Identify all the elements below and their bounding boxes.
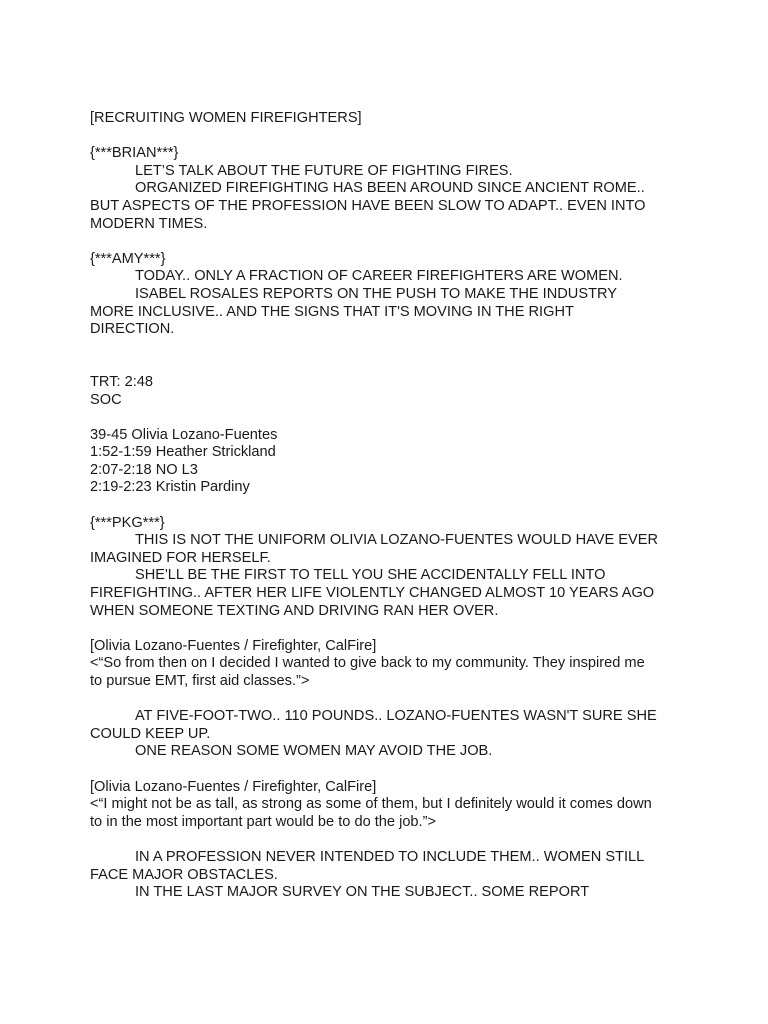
vo2-line-1: AT FIVE-FOOT-TWO.. 110 POUNDS.. LOZANO-FUENTES WASN'T SURE SHE — [135, 708, 657, 725]
pkg-line-4: FIREFIGHTING.. AFTER HER LIFE VIOLENTLY CHANGED ALMOST 10 YEARS AGO — [90, 585, 655, 602]
super-2: 1:52-1:59 Heather Strickland — [90, 444, 276, 461]
brian-line-4: MODERN TIMES. — [90, 215, 208, 232]
vo3-line-2: FACE MAJOR OBSTACLES. — [90, 866, 278, 883]
story-slug: [RECRUITING WOMEN FIREFIGHTERS] — [90, 110, 362, 126]
spacer — [90, 620, 680, 638]
brian-line-2: ORGANIZED FIREFIGHTING HAS BEEN AROUND SINCE ANCIENT ROME.. — [135, 180, 645, 197]
sot2-speaker: [Olivia Lozano-Fuentes / Firefighter, CalFire] — [90, 778, 377, 795]
sot2-quote-1: <“I might not be as tall, as strong as some of them, but I definitely would it comes down — [90, 796, 652, 813]
pkg-line-2: IMAGINED FOR HERSELF. — [90, 549, 271, 566]
brian-line-1: LET’S TALK ABOUT THE FUTURE OF FIGHTING FIRES. — [135, 162, 513, 179]
brian-line-3: BUT ASPECTS OF THE PROFESSION HAVE BEEN SLOW TO ADAPT.. EVEN INTO — [90, 197, 646, 214]
amy-tag: {***AMY***} — [90, 250, 166, 267]
spacer — [90, 831, 680, 849]
pkg-tag: {***PKG***} — [90, 514, 165, 531]
spacer — [90, 128, 680, 146]
soc-label: SOC — [90, 391, 122, 408]
vo2-line-2: COULD KEEP UP. — [90, 725, 211, 742]
pkg-line-1: THIS IS NOT THE UNIFORM OLIVIA LOZANO-FUENTES WOULD HAVE EVER — [135, 532, 659, 549]
amy-line-2: ISABEL ROSALES REPORTS ON THE PUSH TO MAKE THE INDUSTRY — [135, 285, 617, 302]
brian-tag: {***BRIAN***} — [90, 145, 179, 162]
sot1-quote-2: to pursue EMT, first aid classes.”> — [90, 673, 310, 689]
sot1-quote-1: <“So from then on I decided I wanted to give back to my community. They inspired me — [90, 655, 645, 672]
vo2-line-3: ONE REASON SOME WOMEN MAY AVOID THE JOB. — [135, 743, 493, 760]
spacer — [90, 409, 680, 427]
vo3-line-1: IN A PROFESSION NEVER INTENDED TO INCLUDE THEM.. WOMEN STILL — [135, 848, 645, 865]
spacer — [90, 761, 680, 779]
pkg-line-3: SHE'LL BE THE FIRST TO TELL YOU SHE ACCIDENTALLY FELL INTO — [135, 567, 606, 584]
super-3: 2:07-2:18 NO L3 — [90, 461, 198, 478]
sot1-speaker: [Olivia Lozano-Fuentes / Firefighter, CalFire] — [90, 637, 377, 654]
amy-line-3: MORE INCLUSIVE.. AND THE SIGNS THAT IT'S MOVING IN THE RIGHT — [90, 303, 574, 320]
super-4: 2:19-2:23 Kristin Pardiny — [90, 479, 250, 496]
spacer — [90, 233, 680, 251]
trt-label: TRT: 2:48 — [90, 373, 153, 390]
spacer — [90, 339, 680, 374]
sot2-quote-2: to in the most important part would be to do the job.”> — [90, 813, 436, 830]
amy-line-1: TODAY.. ONLY A FRACTION OF CAREER FIREFIGHTERS ARE WOMEN. — [135, 268, 623, 285]
pkg-line-5: WHEN SOMEONE TEXTING AND DRIVING RAN HER OVER. — [90, 602, 499, 619]
spacer — [90, 691, 680, 709]
script-page — [90, 110, 680, 902]
spacer — [90, 497, 680, 515]
super-1: 39-45 Olivia Lozano-Fuentes — [90, 426, 278, 443]
vo3-line-3: IN THE LAST MAJOR SURVEY ON THE SUBJECT.. SOME REPORT — [135, 884, 590, 901]
amy-line-4: DIRECTION. — [90, 321, 175, 338]
